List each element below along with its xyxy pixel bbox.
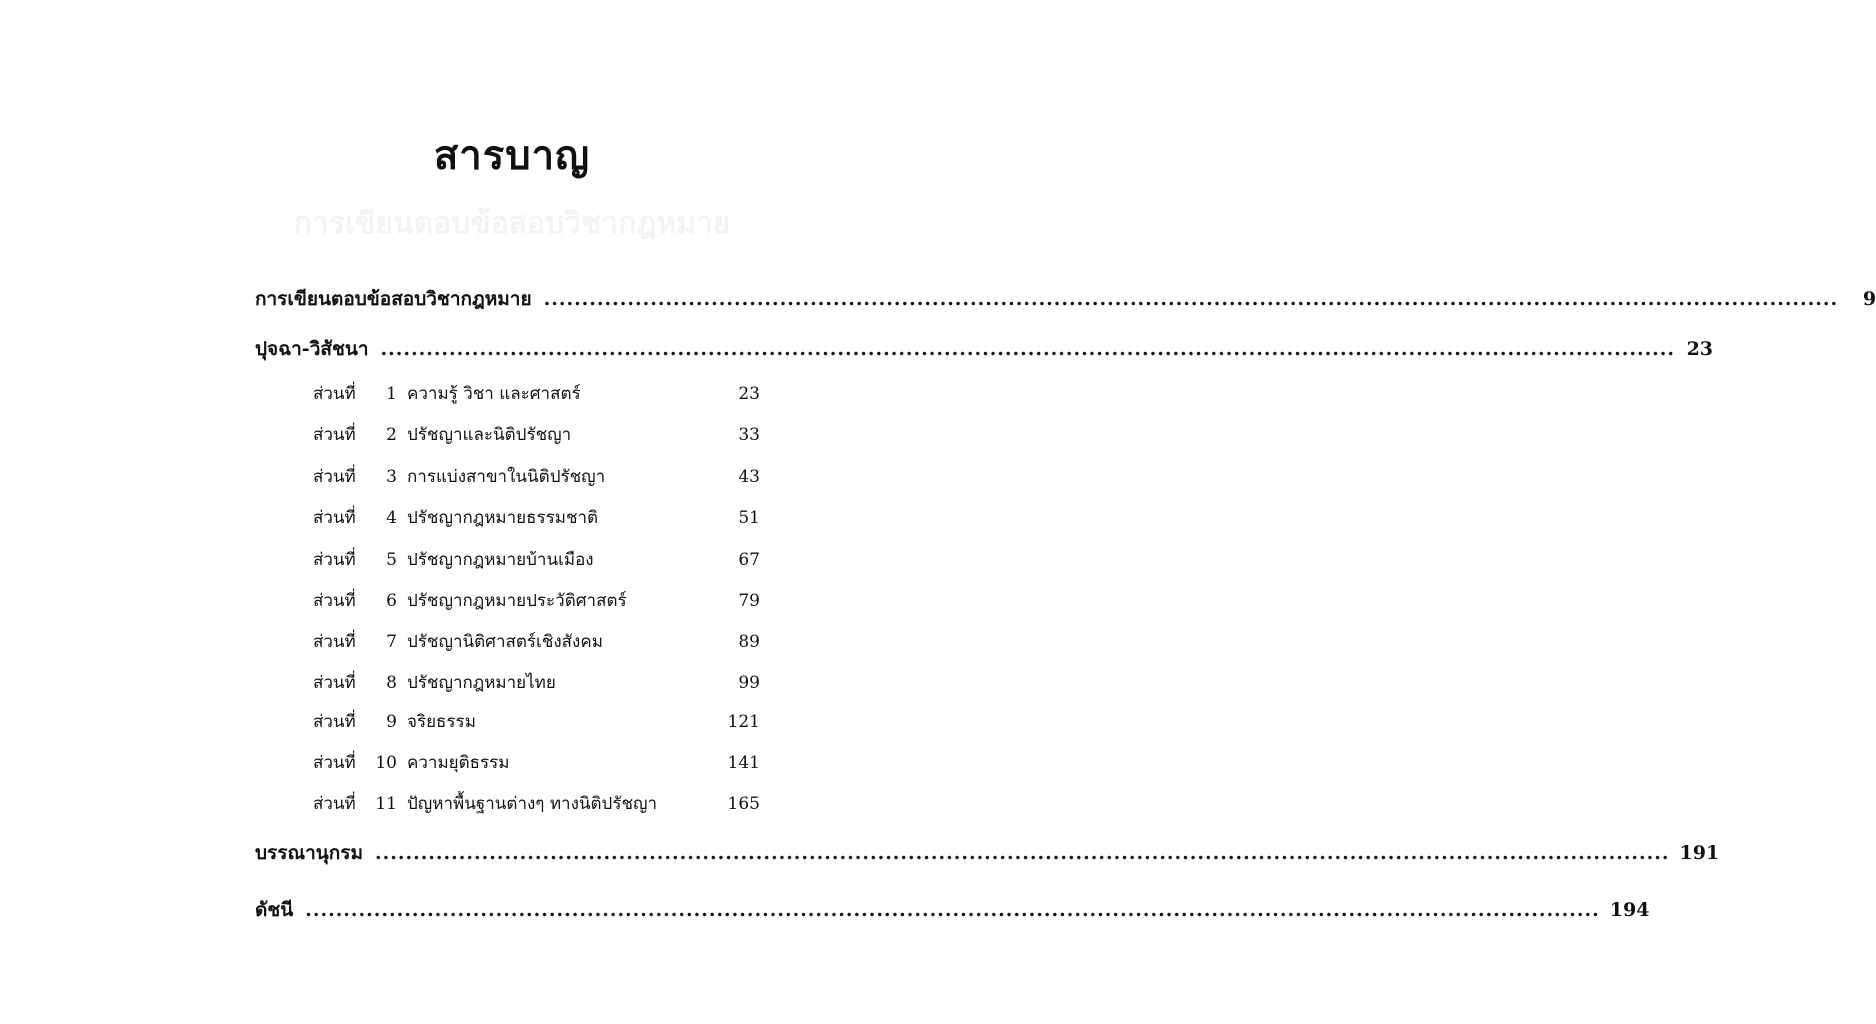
section-word: ส่วนที่ xyxy=(313,591,356,611)
section-word: ส่วนที่ xyxy=(313,673,356,693)
section-number: 5 xyxy=(386,550,397,570)
section-title: ปัญหาพื้นฐานต่างๆ ทางนิติปรัชญา xyxy=(407,794,658,814)
dot-leader: .......................................................................................................................................................................... xyxy=(543,288,1839,310)
section-number: 7 xyxy=(386,632,397,652)
toc-entry-page: 194 xyxy=(1609,899,1650,921)
toc-entry-writing-exam[interactable] xyxy=(255,284,1876,314)
toc-entry-label: ปุจฉา-วิสัชนา xyxy=(255,338,369,360)
dot-leader: .......................................................................................................................................................................... xyxy=(380,338,1676,360)
section-page: 121 xyxy=(727,712,760,732)
section-number: 10 xyxy=(375,753,397,773)
section-page: 141 xyxy=(727,753,760,773)
section-title: ปรัชญานิติศาสตร์เชิงสังคม xyxy=(407,632,603,652)
toc-section-10[interactable] xyxy=(313,749,760,776)
section-word: ส่วนที่ xyxy=(313,425,356,445)
section-page: 79 xyxy=(738,591,760,611)
toc-entry-label: บรรณานุกรม xyxy=(255,842,363,864)
dot-leader: .......................................................................................................................................................................... xyxy=(305,899,1600,921)
section-number: 11 xyxy=(375,794,397,814)
toc-entry-page: 191 xyxy=(1679,842,1720,864)
section-title: ปรัชญากฎหมายบ้านเมือง xyxy=(407,550,594,570)
toc-section-9[interactable] xyxy=(313,708,760,735)
toc-entry-page: 23 xyxy=(1686,338,1714,360)
section-page: 67 xyxy=(738,550,760,570)
toc-entry-label: การเขียนตอบข้อสอบวิชากฎหมาย xyxy=(255,288,532,310)
section-title: ปรัชญาและนิติปรัชญา xyxy=(407,425,572,445)
section-word: ส่วนที่ xyxy=(313,794,356,814)
section-page: 51 xyxy=(738,508,760,528)
section-word: ส่วนที่ xyxy=(313,467,356,487)
section-number: 9 xyxy=(386,712,397,732)
section-page: 99 xyxy=(738,673,760,693)
faint-bleed-through-text xyxy=(0,206,1024,242)
section-title: ความรู้ วิชา และศาสตร์ xyxy=(407,384,581,404)
section-word: ส่วนที่ xyxy=(313,712,356,732)
section-page: 23 xyxy=(738,384,760,404)
toc-section-3[interactable] xyxy=(313,463,760,490)
section-number: 3 xyxy=(386,467,397,487)
section-word: ส่วนที่ xyxy=(313,384,356,404)
section-title: ความยุติธรรม xyxy=(407,753,510,773)
toc-entry-bibliography[interactable] xyxy=(255,838,1720,868)
section-page: 89 xyxy=(738,632,760,652)
section-page: 43 xyxy=(738,467,760,487)
toc-section-5[interactable] xyxy=(313,546,760,573)
section-page: 33 xyxy=(738,425,760,445)
section-number: 6 xyxy=(386,591,397,611)
toc-section-6[interactable] xyxy=(313,587,760,614)
section-title: ปรัชญากฎหมายธรรมชาติ xyxy=(407,508,599,528)
section-title: จริยธรรม xyxy=(407,712,476,732)
section-title: ปรัชญากฎหมายประวัติศาสตร์ xyxy=(407,591,627,611)
dot-leader: .......................................................................................................................................................................... xyxy=(375,842,1670,864)
section-word: ส่วนที่ xyxy=(313,508,356,528)
toc-section-11[interactable] xyxy=(313,790,760,817)
toc-section-8[interactable] xyxy=(313,669,760,696)
section-title: การแบ่งสาขาในนิติปรัชญา xyxy=(407,467,606,487)
toc-section-7[interactable] xyxy=(313,628,760,655)
toc-section-2[interactable] xyxy=(313,421,760,448)
section-page: 165 xyxy=(727,794,760,814)
toc-entry-index[interactable] xyxy=(255,895,1650,925)
toc-entry-qa[interactable] xyxy=(255,334,1714,364)
section-number: 1 xyxy=(386,384,397,404)
section-number: 8 xyxy=(386,673,397,693)
page-title: สารบาญ xyxy=(433,132,591,179)
section-title: ปรัชญากฎหมายไทย xyxy=(407,673,556,693)
toc-entry-label: ดัชนี xyxy=(255,899,294,921)
section-number: 2 xyxy=(386,425,397,445)
toc-section-4[interactable] xyxy=(313,504,760,531)
toc-entry-page: 9 xyxy=(1862,288,1876,310)
section-number: 4 xyxy=(386,508,397,528)
section-word: ส่วนที่ xyxy=(313,550,356,570)
section-word: ส่วนที่ xyxy=(313,632,356,652)
section-word: ส่วนที่ xyxy=(313,753,356,773)
toc-section-1[interactable] xyxy=(313,380,760,407)
